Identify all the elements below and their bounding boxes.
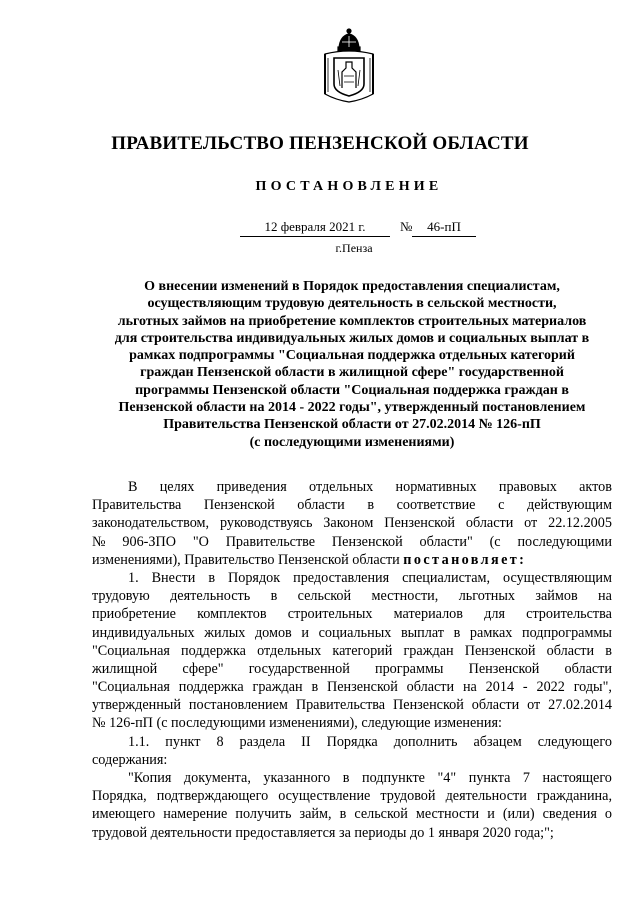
word: граждан: [403, 642, 454, 659]
word: Пензенской: [464, 642, 536, 659]
document-body: [92, 478, 612, 842]
word: комплектов: [197, 606, 267, 623]
word: "Социальная: [92, 642, 170, 659]
word: граждан: [252, 679, 303, 696]
title-line: осуществляющим трудовую деятельность в сельской местности,: [147, 296, 557, 312]
body-line: содержания:: [92, 751, 168, 768]
word: строительства: [526, 606, 612, 623]
word: раздела: [239, 733, 286, 750]
word: "Социальная: [92, 679, 170, 696]
word: правовых: [498, 479, 557, 495]
word: постановлением: [188, 697, 288, 714]
word: актов: [579, 479, 612, 495]
word: Порядка: [326, 733, 378, 750]
word: Законом: [323, 515, 374, 532]
title-line: программы Пензенской области "Социальная поддержка граждан в: [135, 382, 569, 398]
word: программы: [374, 660, 444, 677]
title-line: граждан Пензенской области в жилищной сфере" государственной: [140, 365, 564, 381]
word: области: [465, 515, 514, 532]
word: трудовую: [92, 588, 150, 605]
body-line: трудовой деятельности предоставляется за периоды до 1 января 2020 года;";: [92, 824, 554, 841]
word: предоставления: [293, 569, 390, 586]
body-line: [92, 551, 612, 569]
word: отдельных: [257, 642, 322, 659]
document-type: ПОСТАНОВЛЕНИЕ: [255, 179, 443, 194]
word: пункт: [165, 733, 201, 750]
word: получить: [235, 806, 292, 823]
coat-of-arms-emblem: [322, 28, 376, 104]
word: в: [270, 588, 278, 605]
word: -: [522, 679, 528, 696]
word: Порядка,: [92, 788, 147, 805]
body-line: [92, 769, 612, 787]
word: 906-ЗПО: [122, 533, 176, 550]
word: №: [92, 533, 106, 550]
word: для: [484, 606, 505, 623]
body-text: изменениями), Правительство Пензенской области: [92, 551, 400, 568]
word: "О: [192, 533, 209, 550]
word: государственной: [248, 660, 350, 677]
body-line: [92, 587, 612, 605]
word: в: [605, 642, 612, 659]
title-line: Правительства Пензенской области от 27.02.2014 № 126-пП: [163, 417, 541, 433]
organization-name: ПРАВИТЕЛЬСТВО ПЕНЗЕНСКОЙ ОБЛАСТИ: [111, 133, 529, 154]
word: приведения: [216, 479, 287, 495]
word: подтверждающего: [156, 788, 269, 805]
word: Порядок: [228, 569, 281, 586]
word: осуществление: [278, 788, 371, 805]
word: жилищной: [92, 660, 158, 677]
word: настоящего: [542, 770, 612, 786]
word: руководствуясь: [219, 515, 313, 532]
title-line: (с последующими изменениями): [249, 434, 455, 450]
word: абзацем: [473, 733, 522, 750]
word: 8: [216, 733, 224, 750]
word: поддержка: [178, 679, 244, 696]
word: В: [128, 479, 138, 495]
word: на: [598, 588, 612, 605]
word: указанного: [263, 770, 331, 786]
word: "Копия: [128, 770, 172, 786]
body-line: [92, 605, 612, 623]
word: подпункте: [362, 770, 425, 786]
body-line: [92, 569, 612, 587]
word: материалов: [393, 606, 463, 623]
word: Правительства: [295, 697, 386, 714]
body-line: [92, 660, 612, 678]
body-line: [92, 478, 612, 496]
word: следующего: [537, 733, 612, 750]
word: действующим: [526, 497, 612, 514]
word: соответствие: [396, 497, 476, 514]
word: категорий: [332, 642, 393, 659]
word: льготных: [458, 588, 516, 605]
word: (или): [502, 806, 535, 823]
word: Правительстве: [225, 533, 316, 550]
word: местности,: [371, 588, 439, 605]
body-line: [92, 733, 612, 751]
word: выплат: [400, 624, 444, 641]
word: подпрограммы: [521, 624, 612, 641]
word: Внести: [151, 569, 196, 586]
word: Пензенской: [468, 660, 540, 677]
word: Пензенской: [327, 679, 398, 696]
word: нормативных: [395, 479, 477, 495]
word: 27.02.2014: [548, 697, 612, 714]
body-line: № 126-пП (с последующими изменениями), следующие изменения:: [92, 715, 502, 732]
word: области: [546, 642, 595, 659]
document-title: [92, 278, 612, 451]
body-line: [92, 787, 612, 805]
body-line: [92, 805, 612, 823]
word: социальных: [318, 624, 392, 641]
word: сельской: [297, 588, 352, 605]
word: годы",: [573, 679, 612, 696]
word: осуществляющим: [503, 569, 612, 586]
word: области": [419, 533, 473, 550]
body-line: [92, 533, 612, 551]
word: области: [297, 497, 345, 514]
word: сфере": [182, 660, 224, 677]
body-line: [92, 642, 612, 660]
title-line: льготных займов на приобретение комплектов строительных материалов: [117, 313, 587, 329]
word: жилых: [204, 624, 246, 641]
word: деятельность: [170, 588, 251, 605]
word: в: [311, 679, 319, 696]
city-name: г.Пенза: [335, 241, 373, 255]
word: Пензенской: [384, 515, 456, 532]
word: от: [527, 697, 541, 714]
word: и: [301, 624, 309, 641]
word: "4": [437, 770, 457, 786]
word: в: [453, 624, 461, 641]
word: деятельности: [445, 788, 527, 805]
word: области: [406, 679, 455, 696]
title-line: для строительства индивидуальных жилых домов и социальных выплат в: [114, 330, 590, 346]
word: Пензенской: [331, 533, 403, 550]
word: 7: [522, 770, 531, 786]
word: домов: [254, 624, 292, 641]
word: 22.12.2005: [548, 515, 612, 532]
word: строительных: [287, 606, 373, 623]
document-date: 12 февраля 2021 г.: [240, 219, 390, 237]
body-line: [92, 678, 612, 696]
word: и: [487, 806, 495, 823]
word: дополнить: [393, 733, 458, 750]
body-line: [92, 496, 612, 514]
body-line: [92, 514, 612, 532]
word: индивидуальных: [92, 624, 195, 641]
word: займов: [535, 588, 578, 605]
word: Правительства: [92, 497, 182, 514]
word: займ,: [299, 806, 332, 823]
word: от: [524, 515, 538, 532]
word: 1.1.: [128, 733, 150, 750]
word: трудовой: [380, 788, 436, 805]
word: приобретение: [92, 606, 176, 623]
word: 2022: [536, 679, 565, 696]
word: рамках: [469, 624, 513, 641]
word: местности: [415, 806, 480, 823]
word: 1.: [128, 569, 139, 586]
number-sign: №: [400, 219, 413, 234]
word: области: [564, 660, 612, 677]
word: утвержденный: [92, 697, 181, 714]
word: с: [498, 497, 505, 514]
word: специалистам,: [402, 569, 491, 586]
word: гражданина,: [536, 788, 612, 805]
body-line: [92, 696, 612, 714]
title-line: рамках подпрограммы "Социальная поддержка отдельных категорий: [129, 348, 575, 364]
word: (с: [489, 533, 501, 550]
word: в: [367, 497, 375, 514]
word: в: [208, 569, 216, 586]
word: Пензенской: [393, 697, 464, 714]
resolution-keyword: постановляет:: [403, 551, 527, 568]
word: области: [471, 697, 520, 714]
word: намерение: [163, 806, 228, 823]
word: II: [301, 733, 311, 750]
word: Пензенской: [203, 497, 275, 514]
word: в: [339, 806, 347, 823]
word: поддержка: [181, 642, 246, 659]
word: отдельных: [309, 479, 374, 495]
word: о: [604, 806, 612, 823]
word: сведения: [542, 806, 597, 823]
word: последующими: [517, 533, 612, 550]
word: целях: [159, 479, 195, 495]
document-number: 46-пП: [412, 219, 476, 237]
word: 2014: [485, 679, 515, 696]
word: законодательством,: [92, 515, 210, 532]
word: в: [342, 770, 350, 786]
word: сельской: [354, 806, 408, 823]
title-line: Пензенской области на 2014 - 2022 годы", утвержденный постановлением: [118, 400, 586, 416]
body-line: [92, 624, 612, 642]
word: на: [462, 679, 477, 696]
title-line: О внесении изменений в Порядок предоставления специалистам,: [144, 279, 560, 294]
word: имеющего: [92, 806, 156, 823]
word: пункта: [468, 770, 511, 786]
word: документа,: [183, 770, 251, 786]
